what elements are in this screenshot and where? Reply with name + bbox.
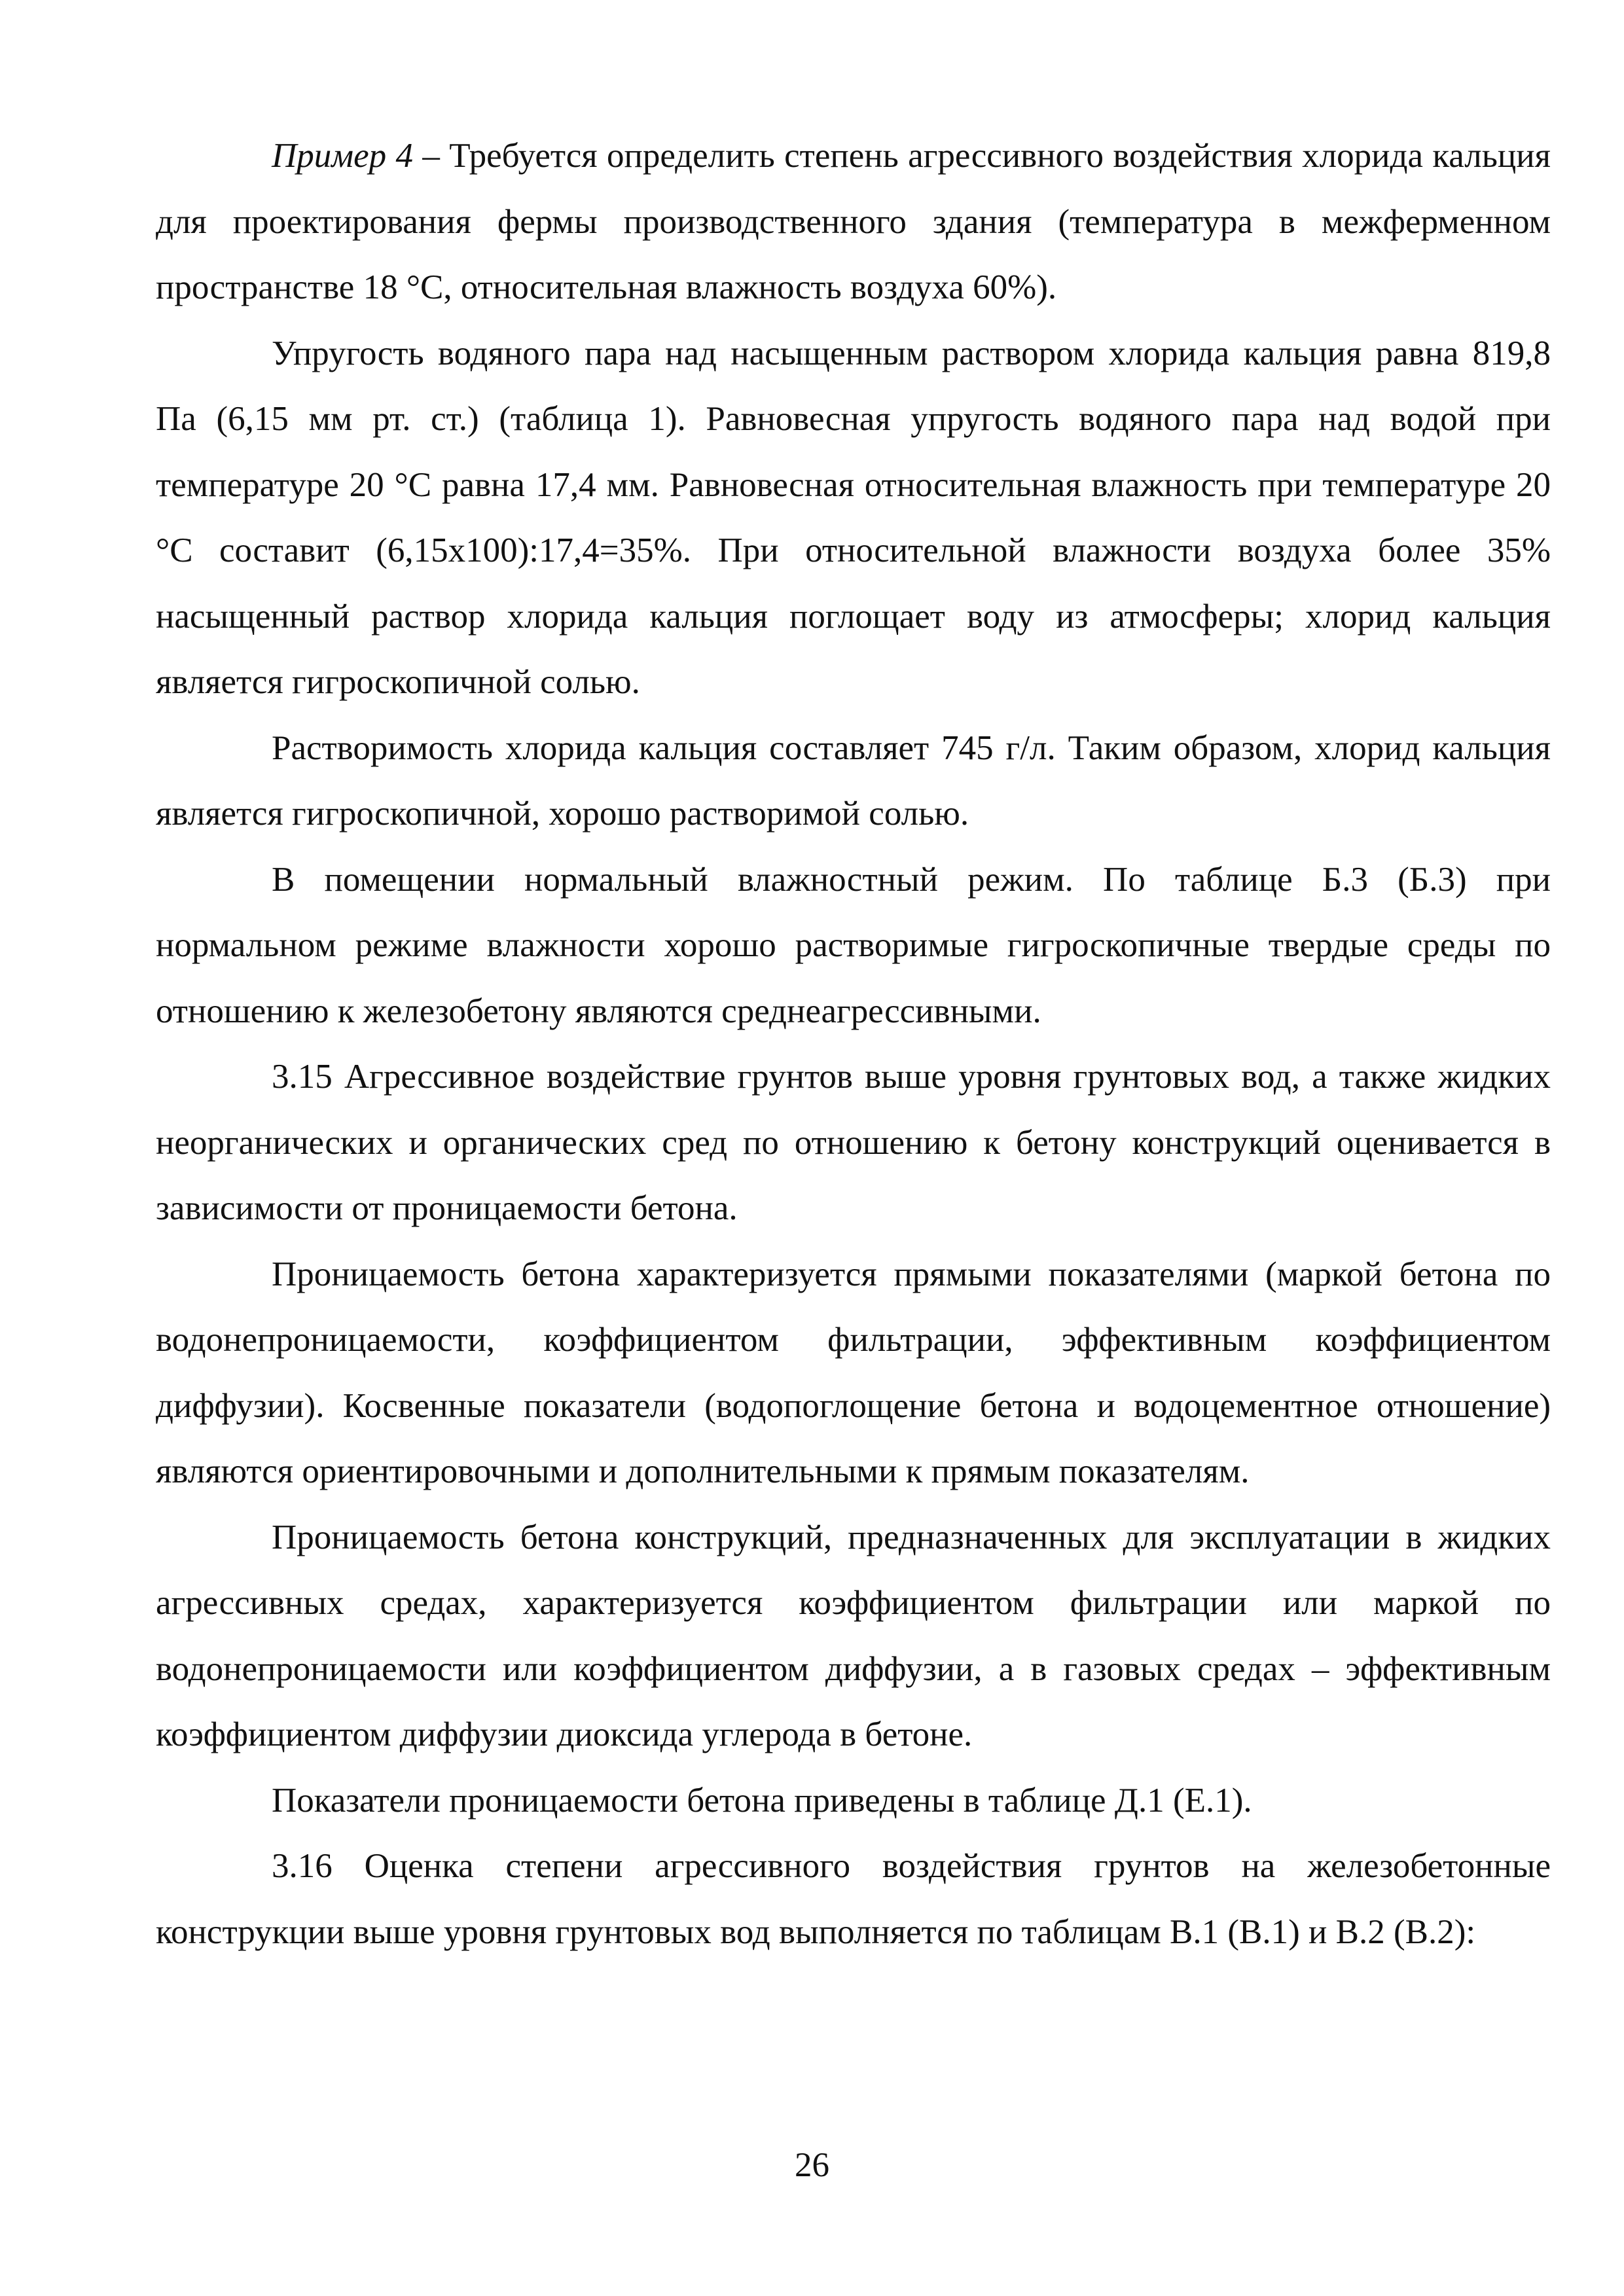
example-lead: Пример 4 xyxy=(272,137,413,175)
paragraph-vapor-pressure: Упругость водяного пара над насыщенным раствором хлорида кальция равна 819,8 Па (6,15 мм рт. ст.) (таблица 1). Равновесная упругость водяного пара над водой при температуре 20 °С равна 17,4 мм. Равновесная относительная влажность при температуре 20 °С составит (6,15х100):17,4=35%. При относительной влажности воздуха более 35% насыщенный раствор хлорида кальция поглощает воду из атмосферы; хлорид кальция является гигроскопичной солью. xyxy=(156,334,1551,701)
paragraph-table-reference: Показатели проницаемости бетона приведены в таблице Д.1 (Е.1). xyxy=(272,1781,1252,1820)
paragraph-text: – Требуется определить степень агрессивного воздействия хлорида кальция для проектирования фермы производственного здания (температура в межферменном пространстве 18 °С, относительная влажность воздуха 60%). xyxy=(156,137,1551,306)
paragraph-section-3-15: 3.15 Агрессивное воздействие грунтов выше уровня грунтовых вод, а также жидких неорганических и органических сред по отношению к бетону конструкций оценивается в зависимости от проницаемости бетона. xyxy=(156,1058,1551,1227)
paragraph-permeability-indicators: Проницаемость бетона характеризуется прямыми показателями (маркой бетона по водонепроницаемости, коэффициентом фильтрации, эффективным коэффициентом диффузии). Косвенные показатели (водопоглощение бетона и водоцементное отношение) являются ориентировочными и дополнительными к прямым показателям. xyxy=(156,1255,1551,1490)
paragraph-section-3-16: 3.16 Оценка степени агрессивного воздействия грунтов на железобетонные конструкции выше уровня грунтовых вод выполняется по таблицам В.1 (В.1) и В.2 (В.2): xyxy=(156,1847,1551,1951)
paragraph-solubility: Растворимость хлорида кальция составляет 745 г/л. Таким образом, хлорид кальция является гигроскопичной, хорошо растворимой солью. xyxy=(156,728,1551,833)
page-number: 26 xyxy=(795,2146,829,2184)
body-text xyxy=(156,123,1551,1965)
paragraph-humidity-regime: В помещении нормальный влажностный режим. По таблице Б.3 (Б.3) при нормальном режиме влажности хорошо растворимые гигроскопичные твердые среды по отношению к железобетону являются среднеагрессивными. xyxy=(156,860,1551,1030)
paragraph-example-4 xyxy=(156,123,1551,321)
paragraph-permeability-media: Проницаемость бетона конструкций, предназначенных для эксплуатации в жидких агрессивных средах, характеризуется коэффициентом фильтрации или маркой по водонепроницаемости или коэффициентом диффузии, а в газовых средах – эффективным коэффициентом диффузии диоксида углерода в бетоне. xyxy=(156,1518,1551,1753)
